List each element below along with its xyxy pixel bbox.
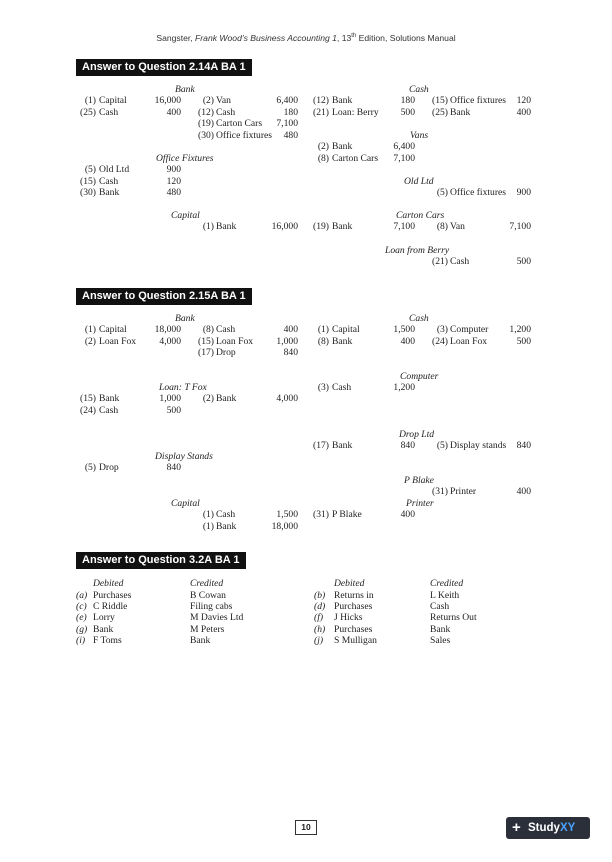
q32-left-letter: (i): [76, 635, 86, 647]
q32-left-letter: (c): [76, 600, 87, 612]
q214-bank-debit-label: Cash: [99, 106, 119, 118]
q215-cash-debit-amount: 400: [400, 335, 415, 347]
q215-cash-credit-label: Computer: [450, 324, 489, 336]
q32-right-credited: L Keith: [430, 589, 460, 601]
q215-printer-debit-label: P Blake: [332, 509, 362, 521]
q214-capital-credit-ref: (1): [202, 221, 214, 233]
q215-loanfox-credit-label: Bank: [216, 393, 237, 405]
q215-loanfox-debit-ref: (15): [80, 393, 96, 405]
q215-drop-credit-amount: 840: [516, 440, 531, 452]
q215-cash-debit-ref: (8): [317, 335, 329, 347]
q214-bank-debit-ref: (1): [84, 95, 96, 107]
q215-loanfox-debit-label: Cash: [99, 404, 119, 416]
q32-right-debited: Returns in: [334, 589, 374, 601]
q214-cash-title: Cash: [409, 84, 429, 95]
q214-loan-title: Loan from Berry: [385, 245, 450, 256]
q215-bank-credit-label: Loan Fox: [216, 335, 254, 347]
q214-cash-debit-amount: 180: [400, 95, 415, 107]
q32-right-credited: Cash: [430, 600, 450, 612]
q32-left-debited: Purchases: [93, 589, 132, 601]
q214-cash-credit-label: Bank: [450, 106, 471, 118]
q214-cash-debit-ref: (12): [313, 95, 329, 107]
studyxy-logo: [506, 817, 590, 839]
q214-bank-credit-amount: 6,400: [276, 95, 298, 107]
q214-cash-debit-label: Bank: [332, 95, 353, 107]
q214-carton-credit-amount: 7,100: [509, 221, 531, 233]
q215-cash-credit-label: Loan Fox: [450, 335, 488, 347]
q215-cash-credit-ref: (3): [436, 324, 448, 336]
q215-drop-debit-label: Bank: [332, 440, 353, 452]
q215-bank-credit-ref: (8): [202, 324, 214, 336]
q214-office-debit-amount: 120: [166, 175, 181, 187]
q215-bank-credit-ref: (15): [198, 335, 214, 347]
q214-office-debit-amount: 480: [166, 187, 181, 199]
q215-bank-debit-label: Loan Fox: [99, 335, 137, 347]
q214-bank-credit-ref: (19): [198, 118, 214, 130]
q214-cash-debit-label: Loan: Berry: [332, 106, 379, 118]
q215-drop-title: Drop Ltd: [399, 429, 435, 440]
q32-left-letter: (e): [76, 612, 87, 624]
q32-left-credited: B Cowan: [190, 589, 226, 601]
q214-carton-debit-label: Bank: [332, 221, 353, 233]
q214-office-debit-ref: (5): [84, 164, 96, 176]
q214-bank-credit-amount: 7,100: [276, 118, 298, 130]
q214-oldltd-credit-label: Office fixtures: [450, 187, 507, 199]
q32-left-debited: Lorry: [93, 612, 115, 624]
q214-office-debit-ref: (15): [80, 175, 96, 187]
q214-cash-credit-amount: 400: [516, 106, 531, 118]
q215-cash-debit-ref: (1): [317, 324, 329, 336]
q215-computer-title: Computer: [400, 371, 439, 382]
q214-bank-debit-amount: 400: [166, 106, 181, 118]
q214-oldltd-credit-ref: (5): [436, 187, 448, 199]
q215-loanfox-debit-ref: (24): [80, 404, 96, 416]
q215-bank-debit-label: Capital: [99, 324, 127, 336]
q32-heading: Answer to Question 3.2A BA 1: [76, 552, 246, 569]
q215-loanfox-credit-ref: (2): [202, 393, 214, 405]
q215-display-title: Display Stands: [155, 451, 213, 462]
q215-bank-credit-ref: (17): [198, 347, 214, 359]
q32-left-debited: Bank: [93, 623, 114, 635]
q215-computer-debit-ref: (3): [317, 382, 329, 394]
q32-right-letter: (f): [314, 612, 324, 624]
q215-cash-credit-ref: (24): [432, 335, 448, 347]
q214-capital-credit-label: Bank: [216, 221, 237, 233]
q215-cash-debit-label: Bank: [332, 335, 353, 347]
q215-display-debit-amount: 840: [166, 462, 181, 474]
q215-printer-debit-ref: (31): [313, 509, 329, 521]
q214-office-debit-label: Old Ltd: [99, 164, 130, 176]
q215-heading: Answer to Question 2.15A BA 1: [76, 288, 252, 305]
q215-display-debit-ref: (5): [84, 462, 96, 474]
q215-cash-debit-label: Capital: [332, 324, 360, 336]
q214-bank-credit-ref: (12): [198, 106, 214, 118]
q215-drop-debit-amount: 840: [400, 440, 415, 452]
q215-cash-credit-amount: 500: [516, 335, 531, 347]
q214-vans-debit-amount: 7,100: [393, 152, 415, 164]
q215-capital-credit-ref: (1): [202, 509, 214, 521]
page-number: 10: [295, 820, 317, 835]
q215-loanfox-credit-amount: 4,000: [276, 393, 298, 405]
header-author: Sangster,: [156, 33, 196, 43]
q215-bank-debit-amount: 4,000: [159, 335, 181, 347]
q32-left-debited: F Toms: [93, 635, 122, 647]
q214-carton-credit-ref: (8): [436, 221, 448, 233]
logo-study-text: Study: [528, 822, 560, 834]
q32-right-debited: Purchases: [334, 600, 373, 612]
q214-vans-debit-ref: (2): [317, 141, 329, 153]
header-subtitle: Edition, Solutions Manual: [356, 33, 456, 43]
q214-bank-debit-ref: (25): [80, 106, 96, 118]
q214-bank-credit-label: Cash: [216, 106, 236, 118]
q215-capital-credit-label: Bank: [216, 520, 237, 532]
q215-capital-title: Capital: [171, 498, 200, 509]
q214-carton-credit-label: Van: [450, 221, 465, 233]
q215-printer-debit-amount: 400: [400, 509, 415, 521]
q214-oldltd-credit-amount: 900: [516, 187, 531, 199]
q214-capital-credit-amount: 16,000: [271, 221, 298, 233]
q214-vans-debit-label: Carton Cars: [332, 152, 379, 164]
q214-carton-debit-amount: 7,100: [393, 221, 415, 233]
q32-left-credited: M Davies Ltd: [190, 612, 244, 624]
q215-bank-credit-amount: 1,000: [276, 335, 298, 347]
q215-bank-credit-label: Cash: [216, 324, 236, 336]
q215-pblake-credit-amount: 400: [516, 486, 531, 498]
q215-capital-credit-amount: 1,500: [276, 509, 298, 521]
q215-display-debit-label: Drop: [99, 462, 119, 474]
q215-computer-debit-amount: 1,200: [393, 382, 415, 394]
q214-oldltd-title: Old Ltd: [404, 176, 434, 187]
q214-vans-title: Vans: [410, 130, 429, 141]
logo-xy-text: XY: [559, 822, 576, 834]
q215-loanfox-debit-label: Bank: [99, 393, 120, 405]
q214-capital-title: Capital: [171, 210, 200, 221]
q32-right-letter: (h): [314, 623, 326, 635]
q215-loanfox-title: Loan: T Fox: [159, 382, 207, 393]
q214-vans-debit-ref: (8): [317, 152, 329, 164]
q214-cash-credit-ref: (25): [432, 106, 448, 118]
q215-bank-debit-ref: (2): [84, 335, 96, 347]
q215-computer-debit-label: Cash: [332, 382, 352, 394]
q214-office-debit-amount: 900: [166, 164, 181, 176]
q215-pblake-credit-label: Printer: [450, 486, 477, 498]
q214-bank-debit-label: Capital: [99, 95, 127, 107]
q215-capital-credit-amount: 18,000: [271, 520, 298, 532]
q215-pblake-title: P Blake: [404, 475, 434, 486]
q214-loan-credit-ref: (21): [432, 256, 448, 268]
q214-bank-credit-amount: 480: [283, 129, 298, 141]
q215-bank-credit-amount: 400: [283, 324, 298, 336]
q214-bank-credit-ref: (30): [198, 129, 214, 141]
q32-right-letter: (d): [314, 600, 326, 612]
q214-cash-debit-ref: (21): [313, 106, 329, 118]
q214-office-title: Office Fixtures: [156, 153, 214, 164]
q214-vans-debit-label: Bank: [332, 141, 353, 153]
q214-bank-credit-amount: 180: [283, 106, 298, 118]
q215-drop-credit-ref: (5): [436, 440, 448, 452]
q215-bank-title: Bank: [175, 313, 195, 324]
header-edition: , 13: [336, 33, 352, 43]
q215-bank-debit-amount: 18,000: [154, 324, 181, 336]
q214-loan-credit-amount: 500: [516, 256, 531, 268]
q32-left-credited-heading: Credited: [190, 578, 224, 589]
q214-cash-debit-amount: 500: [400, 106, 415, 118]
q32-right-debited: S Mulligan: [334, 635, 377, 647]
q32-left-letter: (a): [76, 589, 88, 601]
q32-left-debited-heading: Debited: [93, 578, 124, 589]
q214-office-debit-ref: (30): [80, 187, 96, 199]
q214-bank-credit-label: Carton Cars: [216, 118, 263, 130]
q32-right-debited: Purchases: [334, 623, 373, 635]
q214-bank-title: Bank: [175, 84, 195, 95]
q32-right-debited: J Hicks: [334, 612, 363, 624]
q215-drop-credit-label: Display stands: [450, 440, 507, 452]
q32-right-debited-heading: Debited: [334, 578, 365, 589]
q32-right-credited: Bank: [430, 623, 451, 635]
q214-bank-credit-ref: (2): [202, 95, 214, 107]
q32-right-credited-heading: Credited: [430, 578, 464, 589]
q214-office-debit-label: Bank: [99, 187, 120, 199]
q32-right-credited: Sales: [430, 635, 451, 647]
q214-bank-debit-amount: 16,000: [154, 95, 181, 107]
q215-loanfox-debit-amount: 1,000: [159, 393, 181, 405]
q214-bank-credit-label: Office fixtures: [216, 129, 273, 141]
q32-left-credited: M Peters: [190, 623, 225, 635]
header-book-title: Frank Wood’s Business Accounting 1: [195, 33, 337, 43]
q215-cash-credit-amount: 1,200: [509, 324, 531, 336]
q214-vans-debit-amount: 6,400: [393, 141, 415, 153]
q215-capital-credit-label: Cash: [216, 509, 236, 521]
q215-bank-credit-label: Drop: [216, 347, 236, 359]
q215-drop-debit-ref: (17): [313, 440, 329, 452]
q32-right-letter: (j): [314, 635, 324, 647]
q215-printer-title: Printer: [406, 498, 434, 509]
q215-bank-credit-amount: 840: [283, 347, 298, 359]
q214-bank-credit-label: Van: [216, 95, 231, 107]
q214-carton-title: Carton Cars: [396, 210, 445, 221]
q214-office-debit-label: Cash: [99, 175, 119, 187]
header-sup: th: [351, 33, 357, 40]
q214-loan-credit-label: Cash: [450, 256, 470, 268]
q32-left-credited: Bank: [190, 635, 211, 647]
q214-carton-debit-ref: (19): [313, 221, 329, 233]
q32-right-letter: (b): [314, 589, 326, 601]
q215-loanfox-debit-amount: 500: [166, 404, 181, 416]
q214-cash-credit-ref: (15): [432, 95, 448, 107]
q214-cash-credit-label: Office fixtures: [450, 95, 507, 107]
q32-left-letter: (g): [76, 623, 88, 635]
q215-bank-debit-ref: (1): [84, 324, 96, 336]
plus-icon: +: [512, 819, 521, 836]
q215-cash-title: Cash: [409, 313, 429, 324]
q215-capital-credit-ref: (1): [202, 520, 214, 532]
q214-heading: Answer to Question 2.14A BA 1: [76, 59, 252, 76]
q214-cash-credit-amount: 120: [516, 95, 531, 107]
running-header: [0, 33, 612, 43]
q32-left-credited: Filing cabs: [190, 600, 233, 612]
q215-cash-debit-amount: 1,500: [393, 324, 415, 336]
q215-pblake-credit-ref: (31): [432, 486, 448, 498]
q32-left-debited: C Riddle: [93, 600, 128, 612]
q32-right-credited: Returns Out: [430, 612, 477, 624]
